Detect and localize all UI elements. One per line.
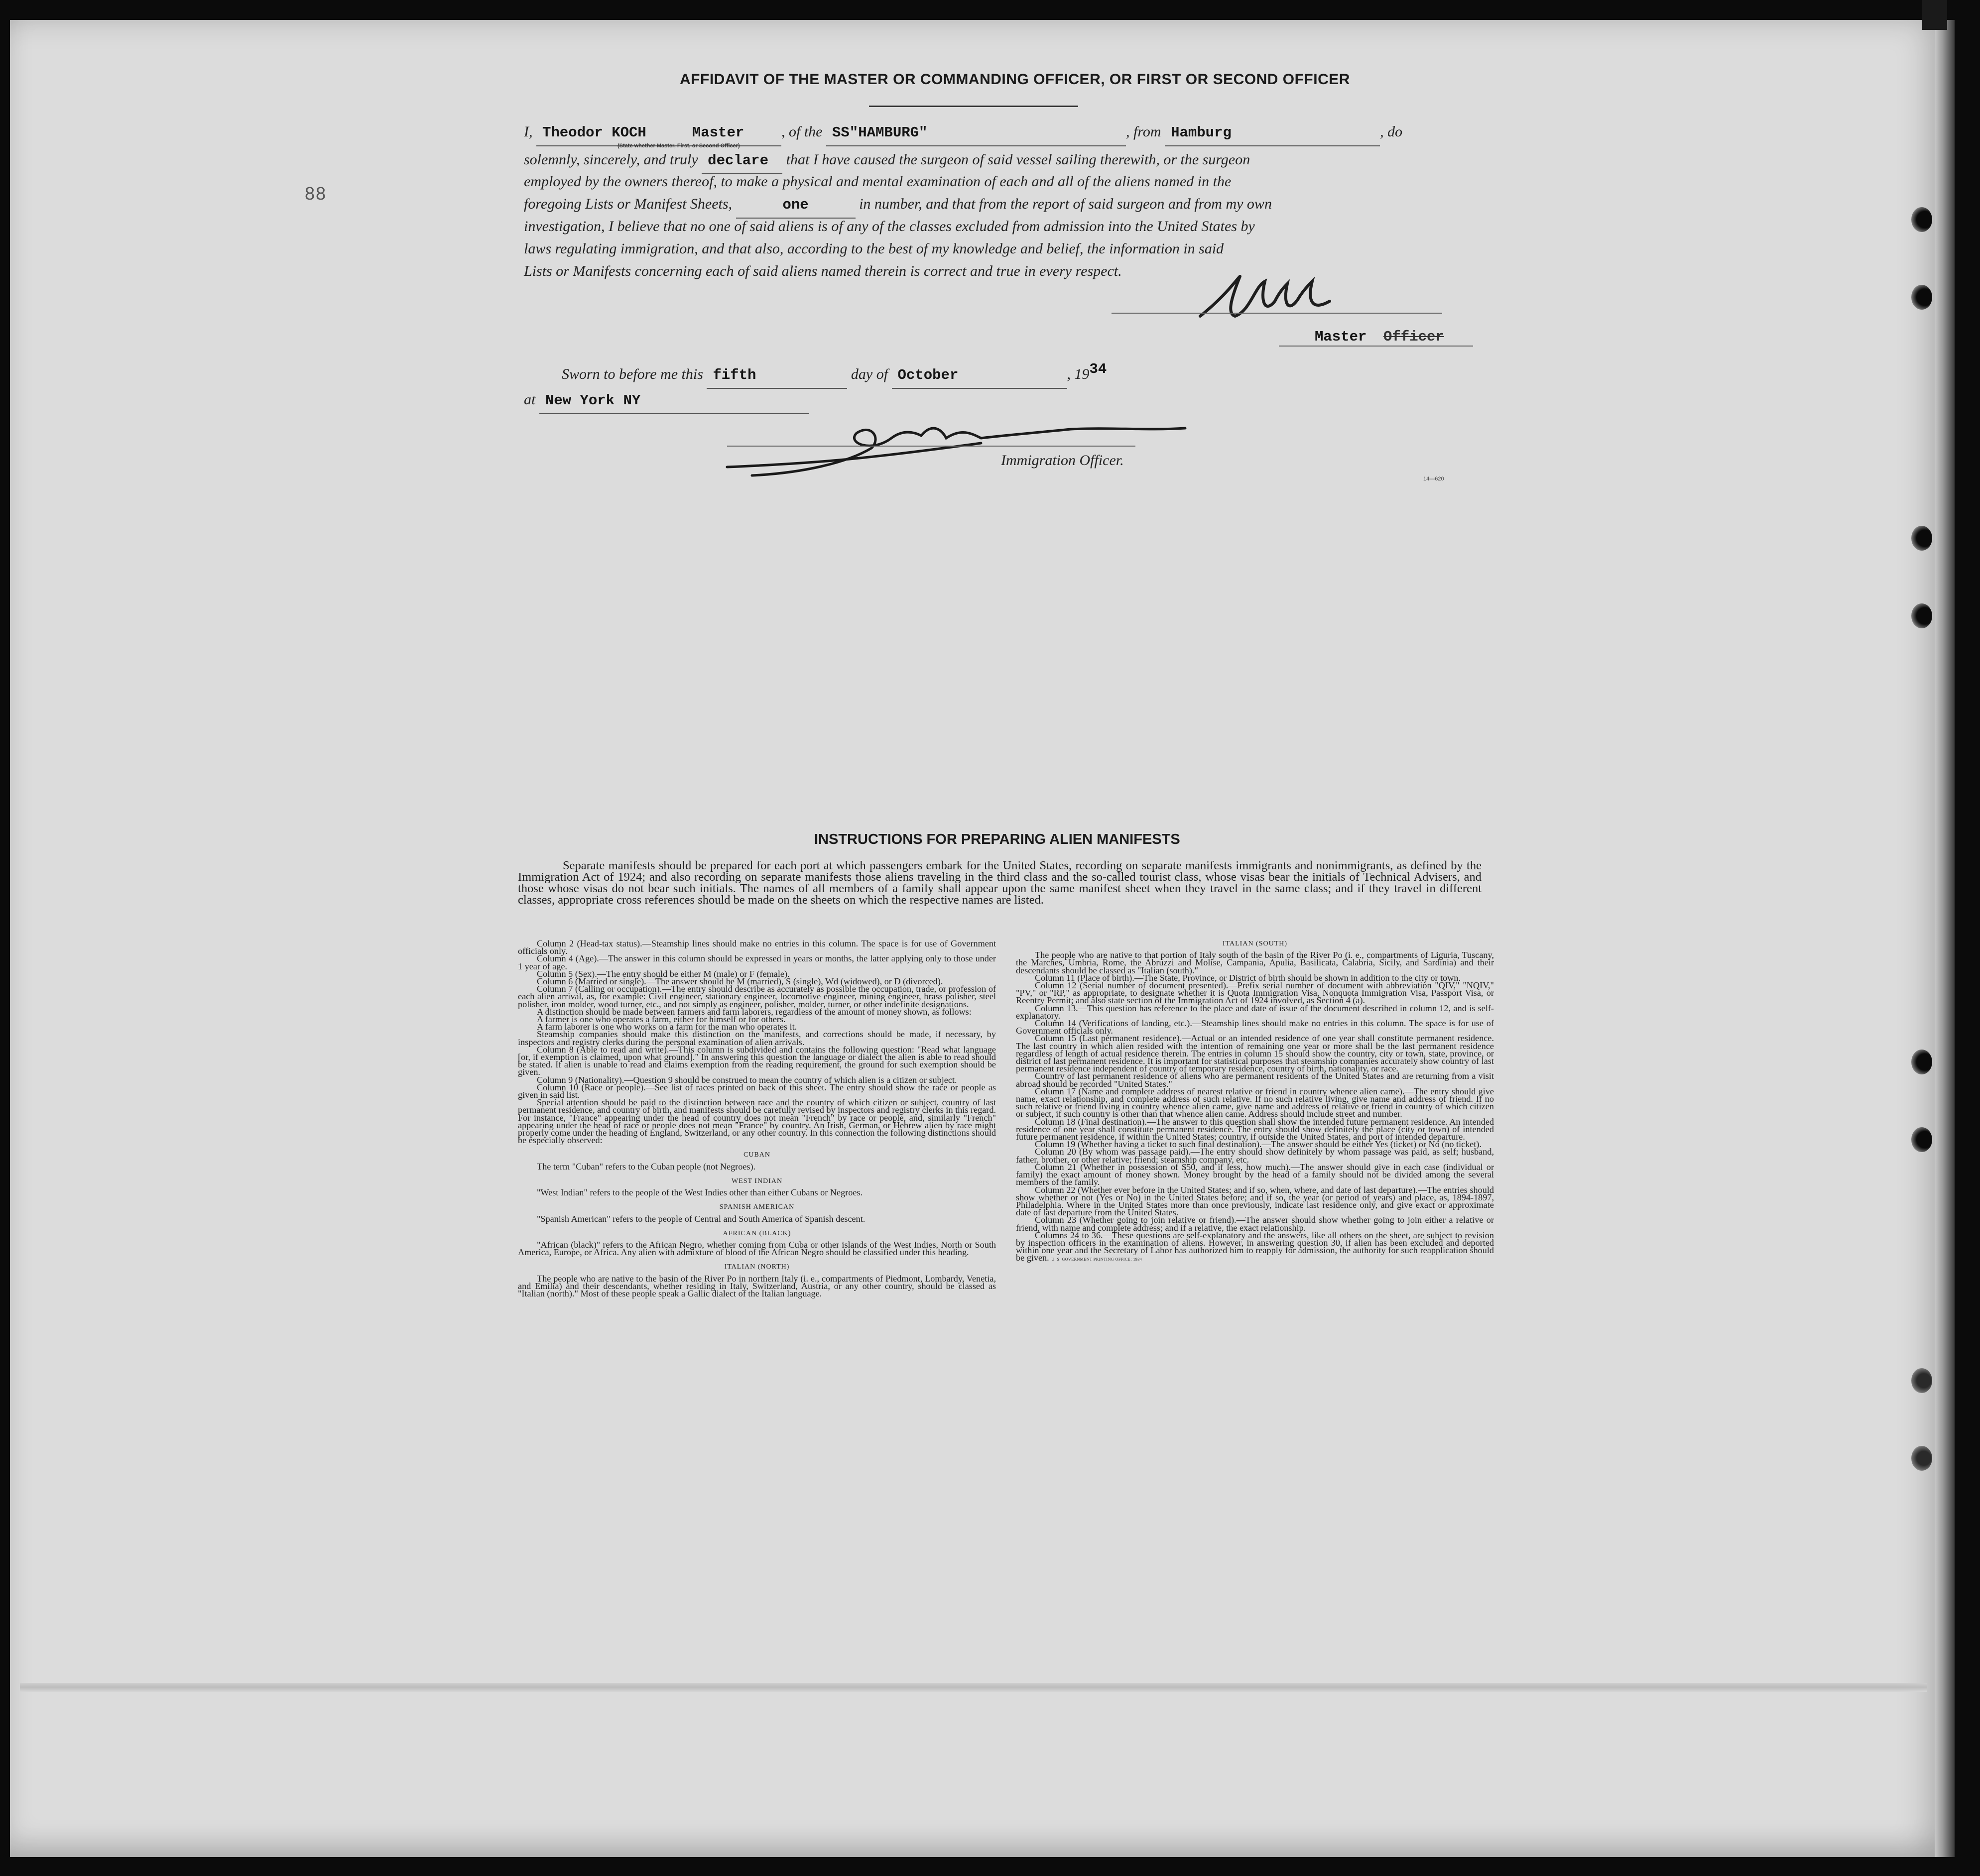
page-fold xyxy=(20,1683,1927,1692)
word-i: I, xyxy=(524,123,533,140)
instr-col7d: A farm laborer is one who works on a farm for the man who operates it. xyxy=(537,1022,797,1032)
word-from: , from xyxy=(1126,123,1161,140)
punch-hole xyxy=(1911,1446,1932,1471)
instr-cuban: The term "Cuban" refers to the Cuban people (not Negroes). xyxy=(537,1161,756,1172)
sheets-count-field[interactable]: one xyxy=(736,193,856,219)
rank-note: (State whether Master, First, or Second Officer) xyxy=(618,143,740,149)
instr-spanish-american: "Spanish American" refers to the people of Central and South America of Spanish descent. xyxy=(537,1213,866,1224)
instr-col24-text: Columns 24 to 36.—These questions are self-explanatory and the answers, like all others on the sheet, are subject to revision by inspection officers in the examination of aliens. However, in answering question 30, if alien has been excluded and deported within one year and the Secretary of Labor has authorized him to reapply for admission, the authority for such reapplication should be given. xyxy=(1016,1230,1494,1263)
line-text: day of xyxy=(851,366,888,382)
instr-col7: Column 7 (Calling or occupation).—The entry should describe as accurately as possible the occupation, trade, or profession of each alien arrival, as, for example: Civil engineer, stationary engineer, locomotive engineer, mining engineer, brass polisher, steel polisher, iron molder, wood turner, etc., and not simply as engineer, polisher, molder, turner, or other indefinite designations. xyxy=(518,984,996,1009)
heading-italian-south: ITALIAN (SOUTH) xyxy=(1222,940,1288,947)
line-text: foregoing Lists or Manifest Sheets, xyxy=(524,196,733,212)
punch-hole xyxy=(1911,603,1932,628)
instr-col10: Column 10 (Race or people).—See list of races printed on back of this sheet. The entry should show the race or people as given in said list. xyxy=(518,1082,996,1100)
line-text: solemnly, sincerely, and truly xyxy=(524,151,698,168)
instr-col5: Column 5 (Sex).—The entry should be either M (male) or F (female). xyxy=(537,968,790,979)
line-text: at xyxy=(524,391,536,408)
master-signature xyxy=(1180,266,1360,331)
instructions-title: INSTRUCTIONS FOR PREPARING ALIEN MANIFESTS xyxy=(814,831,1180,847)
page-edge xyxy=(1935,20,1955,1857)
instr-african: "African (black)" refers to the African Negro, whether coming from Cuba or other islands of the West Indies, North or South America, Europe, or Africa. Any alien with admixture of blood of the African Negro should be classified under this heading. xyxy=(518,1239,996,1258)
line-text: that I have caused the surgeon of said vessel sailing therewith, or the surgeon xyxy=(786,151,1250,168)
instr-col14: Column 14 (Verifications of landing, etc.).—Steamship lines should make no entries in this column. The space is for use of Government officials only. xyxy=(1016,1018,1494,1036)
officer-title: Immigration Officer. xyxy=(1001,452,1124,469)
declare-field[interactable]: declare xyxy=(702,148,782,174)
punch-hole xyxy=(1911,285,1932,310)
line-text: , 19 xyxy=(1067,366,1090,382)
instr-col2: Column 2 (Head-tax status).—Steamship lines should make no entries in this column. The space is for use of Government officials only. xyxy=(518,938,996,956)
punch-hole xyxy=(1911,1368,1932,1393)
sworn-day-field[interactable]: fifth xyxy=(707,363,847,389)
instr-col15b: Country of last permanent residence of aliens who are permanent residents of the United States and are returning from a visit abroad should be recorded "United States." xyxy=(1016,1071,1494,1089)
punch-hole xyxy=(1911,526,1932,551)
affidavit-title: AFFIDAVIT OF THE MASTER OR COMMANDING OFFICER, OR FIRST OR SECOND OFFICER xyxy=(680,71,1350,88)
officer-rank: Master xyxy=(692,124,744,141)
struck-officer: Officer xyxy=(1383,329,1444,345)
vessel-field[interactable]: SS"HAMBURG" xyxy=(826,120,1126,146)
instr-col7b: A distinction should be made between farmers and farm laborers, regardless of the amount of money shown, as follows: xyxy=(537,1006,972,1017)
instr-col23: Column 23 (Whether going to join relative or friend).—The answer should show whether going to join either a relative or friend, with name and complete address; and if a relative, the exact relationship. xyxy=(1016,1215,1494,1233)
heading-italian-north: ITALIAN (NORTH) xyxy=(724,1263,790,1271)
instr-col15: Column 15 (Last permanent residence).—Actual or an intended residence of one year shall constitute permanent residence. The last country in which alien resided with the intention of remaining one year or more shall be the last permanent residence regardless of length of actual residence therein. The entries in column 15 should show the country, city or town, state, province, or district of last permanent residence. It is important for statistical purposes that steamship companies accurately show country of last permanent residence independent of country of temporary residence, country of birth, nationality, or race. xyxy=(1016,1033,1494,1074)
instr-col12: Column 12 (Serial number of document presented).—Prefix serial number of document with abbreviation "QIV," "NQIV," "PV," or "RP," as appropriate, to designate whether it is Quota Immigration Visa, Nonquota Immigration Visa, Passport Visa, or Reentry Permit; and also state section of the Immigration Act of 1924 involved, as Section 4 (a). xyxy=(1016,980,1494,1006)
instr-col18: Column 18 (Final destination).—The answer to this question shall show the intended future permanent residence. An intended residence of one year shall constitute permanent residence. The entry should show definitely the place (city or town) of intended future permanent residence, if within the United States; country, if outside the United States, and port of intended departure. xyxy=(1016,1116,1494,1142)
title-rule xyxy=(869,106,1078,107)
affidavit-line-5: investigation, I believe that no one of said aliens is of any of the classes excluded from admission into the United States by xyxy=(524,218,1255,234)
instr-col10b: Special attention should be paid to the distinction between race and the country of which citizen or subject, country of last permanent residence, and country of birth, and manifests should be carefully revised by inspectors and registry clerks in this regard. For instance, "France" appearing under the head of country does not mean "French" by race or people, and, similarly "French" appearing under the head of race or people does not mean "France" by country. An Irish, German, or Hebrew alien by race might properly come under the heading of England, Switzerland, or any other country. In this connection the following distinctions should be especially observed: xyxy=(518,1097,996,1146)
line-text: in number, and that from the report of said surgeon and from my own xyxy=(859,196,1272,212)
form-number: 14—620 xyxy=(1423,476,1444,482)
word-do: , do xyxy=(1380,123,1403,140)
port-field[interactable]: Hamburg xyxy=(1165,120,1380,146)
instr-col19: Column 19 (Whether having a ticket to such final destination).—The answer should be either Yes (ticket) or No (no ticket). xyxy=(1035,1139,1482,1150)
officer-signature-line xyxy=(727,446,1135,447)
sworn-month-field[interactable]: October xyxy=(892,363,1067,389)
instr-col24 xyxy=(1016,1232,1494,1264)
instructions-left-column xyxy=(518,940,996,1297)
affidavit-line-3: employed by the owners thereof, to make a physical and mental examination of each and all of the aliens named in the xyxy=(524,173,1232,190)
affidavit-line-1 xyxy=(524,119,1402,146)
instr-west-indian: "West Indian" refers to the people of the West Indies other than either Cubans or Negroes. xyxy=(537,1187,863,1198)
signer-title-line xyxy=(1279,346,1473,347)
page-corner-shadow xyxy=(1922,0,1947,30)
instr-col21: Column 21 (Whether in possession of $50, and if less, how much).—The answer should give in each case (individual or family) the exact amount of money shown. Money brought by the head of a family should not be divided among the several members of the family. xyxy=(1016,1162,1494,1187)
line-text: Sworn to before me this xyxy=(562,366,703,382)
instructions-intro: Separate manifests should be prepared for each port at which passengers embark for the United States, recording on separate manifests immigrants and nonimmigrants, as defined by the Immigration Act of 1924; and also recording on separate manifests those aliens traveling in the third class and the so-called tourist class, whose visas bear the initials of Technical Advisers, and those whose visas do not bear such initials. The names of all members of a family shall appear upon the same manifest sheet when they travel in the same class; and if they travel in different classes, appropriate cross references should be made on the sheets on which the respective names are listed. xyxy=(518,859,1482,907)
margin-mark: 88 xyxy=(305,183,327,204)
heading-cuban: CUBAN xyxy=(743,1151,770,1159)
officer-name: Theodor KOCH xyxy=(542,124,646,141)
instr-col7c: A farmer is one who operates a farm, either for himself or for others. xyxy=(537,1014,786,1025)
sworn-year[interactable]: 34 xyxy=(1089,361,1107,377)
instr-col22: Column 22 (Whether ever before in the United States; and if so, when, where, and date of last departure).—The entries should show whether or not (Yes or No) in the United States before; and if so, the year (or period of years) and place, as, 1894-1897, Philadelphia. Where in the United States more than once previously, indicate last residence only, and give exact or approximate date of last departure from the United States. xyxy=(1016,1184,1494,1218)
punch-hole xyxy=(1911,1127,1932,1152)
affidavit-line-6: laws regulating immigration, and that also, according to the best of my knowledge and belief, the information in said xyxy=(524,240,1224,257)
heading-african: AFRICAN (BLACK) xyxy=(723,1229,791,1237)
affidavit-line-7: Lists or Manifests concerning each of said aliens named therein is correct and true in every respect. xyxy=(524,263,1122,279)
instr-col13: Column 13.—This question has reference to the place and date of issue of the document described in column 12, and is self-explanatory. xyxy=(1016,1003,1494,1021)
instr-col6: Column 6 (Married or single).—The answer should be M (married), S (single), Wd (widowed), or D (divorced). xyxy=(537,976,943,987)
signer-title: Master xyxy=(1315,329,1367,345)
heading-west-indian: WEST INDIAN xyxy=(731,1177,783,1185)
punch-hole xyxy=(1911,1050,1932,1074)
instr-col20: Column 20 (By whom was passage paid).—The entry should show definitely by whom passage was paid, as self; husband, father, brother, or other relative; friend; steamship company, etc. xyxy=(1016,1147,1494,1165)
gpo-imprint: U. S. GOVERNMENT PRINTING OFFICE: 1934 xyxy=(1051,1257,1142,1262)
instr-col17: Column 17 (Name and complete address of nearest relative or friend in country whence alien came).—The entry should give name, exact relationship, and complete address of such relative. If no such relative living, give name and address of friend. If no such relative or friend living in country whence alien came, give name and address of relative or friend in country of which citizen or subject, if such country is other than that whence alien came. Address should include street and number. xyxy=(1016,1086,1494,1119)
instr-col11: Column 11 (Place of birth).—The State, Province, or District of birth should be shown in addition to the city or town. xyxy=(1035,972,1461,983)
instructions-right-column xyxy=(1016,940,1494,1264)
instr-col8: Column 8 (Able to read and write).—This column is subdivided and contains the following question: "Read what language [or, if exemption is claimed, upon what ground]." In answering this question the language or dialect the alien is able to read should be stated. If alien is unable to read and claims exemption from the reading requirement, the ground for such exemption should be given. xyxy=(518,1044,996,1077)
instr-italian-north: The people who are native to the basin of the River Po in northern Italy (i. e., compartments of Piedmont, Lombardy, Venetia, and Emilia) and their descendants, whether residing in Italy, Switzerland, Austria, or any other country, should be classed as "Italian (north)." Most of these people speak a Gallic dialect of the Italian language. xyxy=(518,1273,996,1298)
master-signature-line xyxy=(1112,313,1442,314)
word-of-the: , of the xyxy=(781,123,823,140)
instr-col9: Column 9 (Nationality).—Question 9 should be construed to mean the country of which alien is a citizen or subject. xyxy=(537,1074,957,1085)
punch-hole xyxy=(1911,207,1932,232)
heading-spanish-american: SPANISH AMERICAN xyxy=(719,1203,795,1211)
place-field[interactable]: New York NY xyxy=(539,388,809,414)
instr-col7e: Steamship companies should make this distinction on the manifests, and corrections should be made, if necessary, by inspectors and registry clerks during the personal examination of alien arrivals. xyxy=(518,1029,996,1047)
sworn-line xyxy=(562,362,1107,389)
instr-italian-south: The people who are native to that portion of Italy south of the basin of the River Po (i. e., compartments of Liguria, Tuscany, the Marches, Umbria, Rome, the Abruzzi and Molise, Campania, Apulia, Basilicata, Calabria, Sicily, and Sardinia) and their descendants should be classed as "Italian (south)." xyxy=(1016,950,1494,975)
instr-col4: Column 4 (Age).—The answer in this column should be expressed in years or months, the latter applying only to those under 1 year of age. xyxy=(518,953,996,971)
